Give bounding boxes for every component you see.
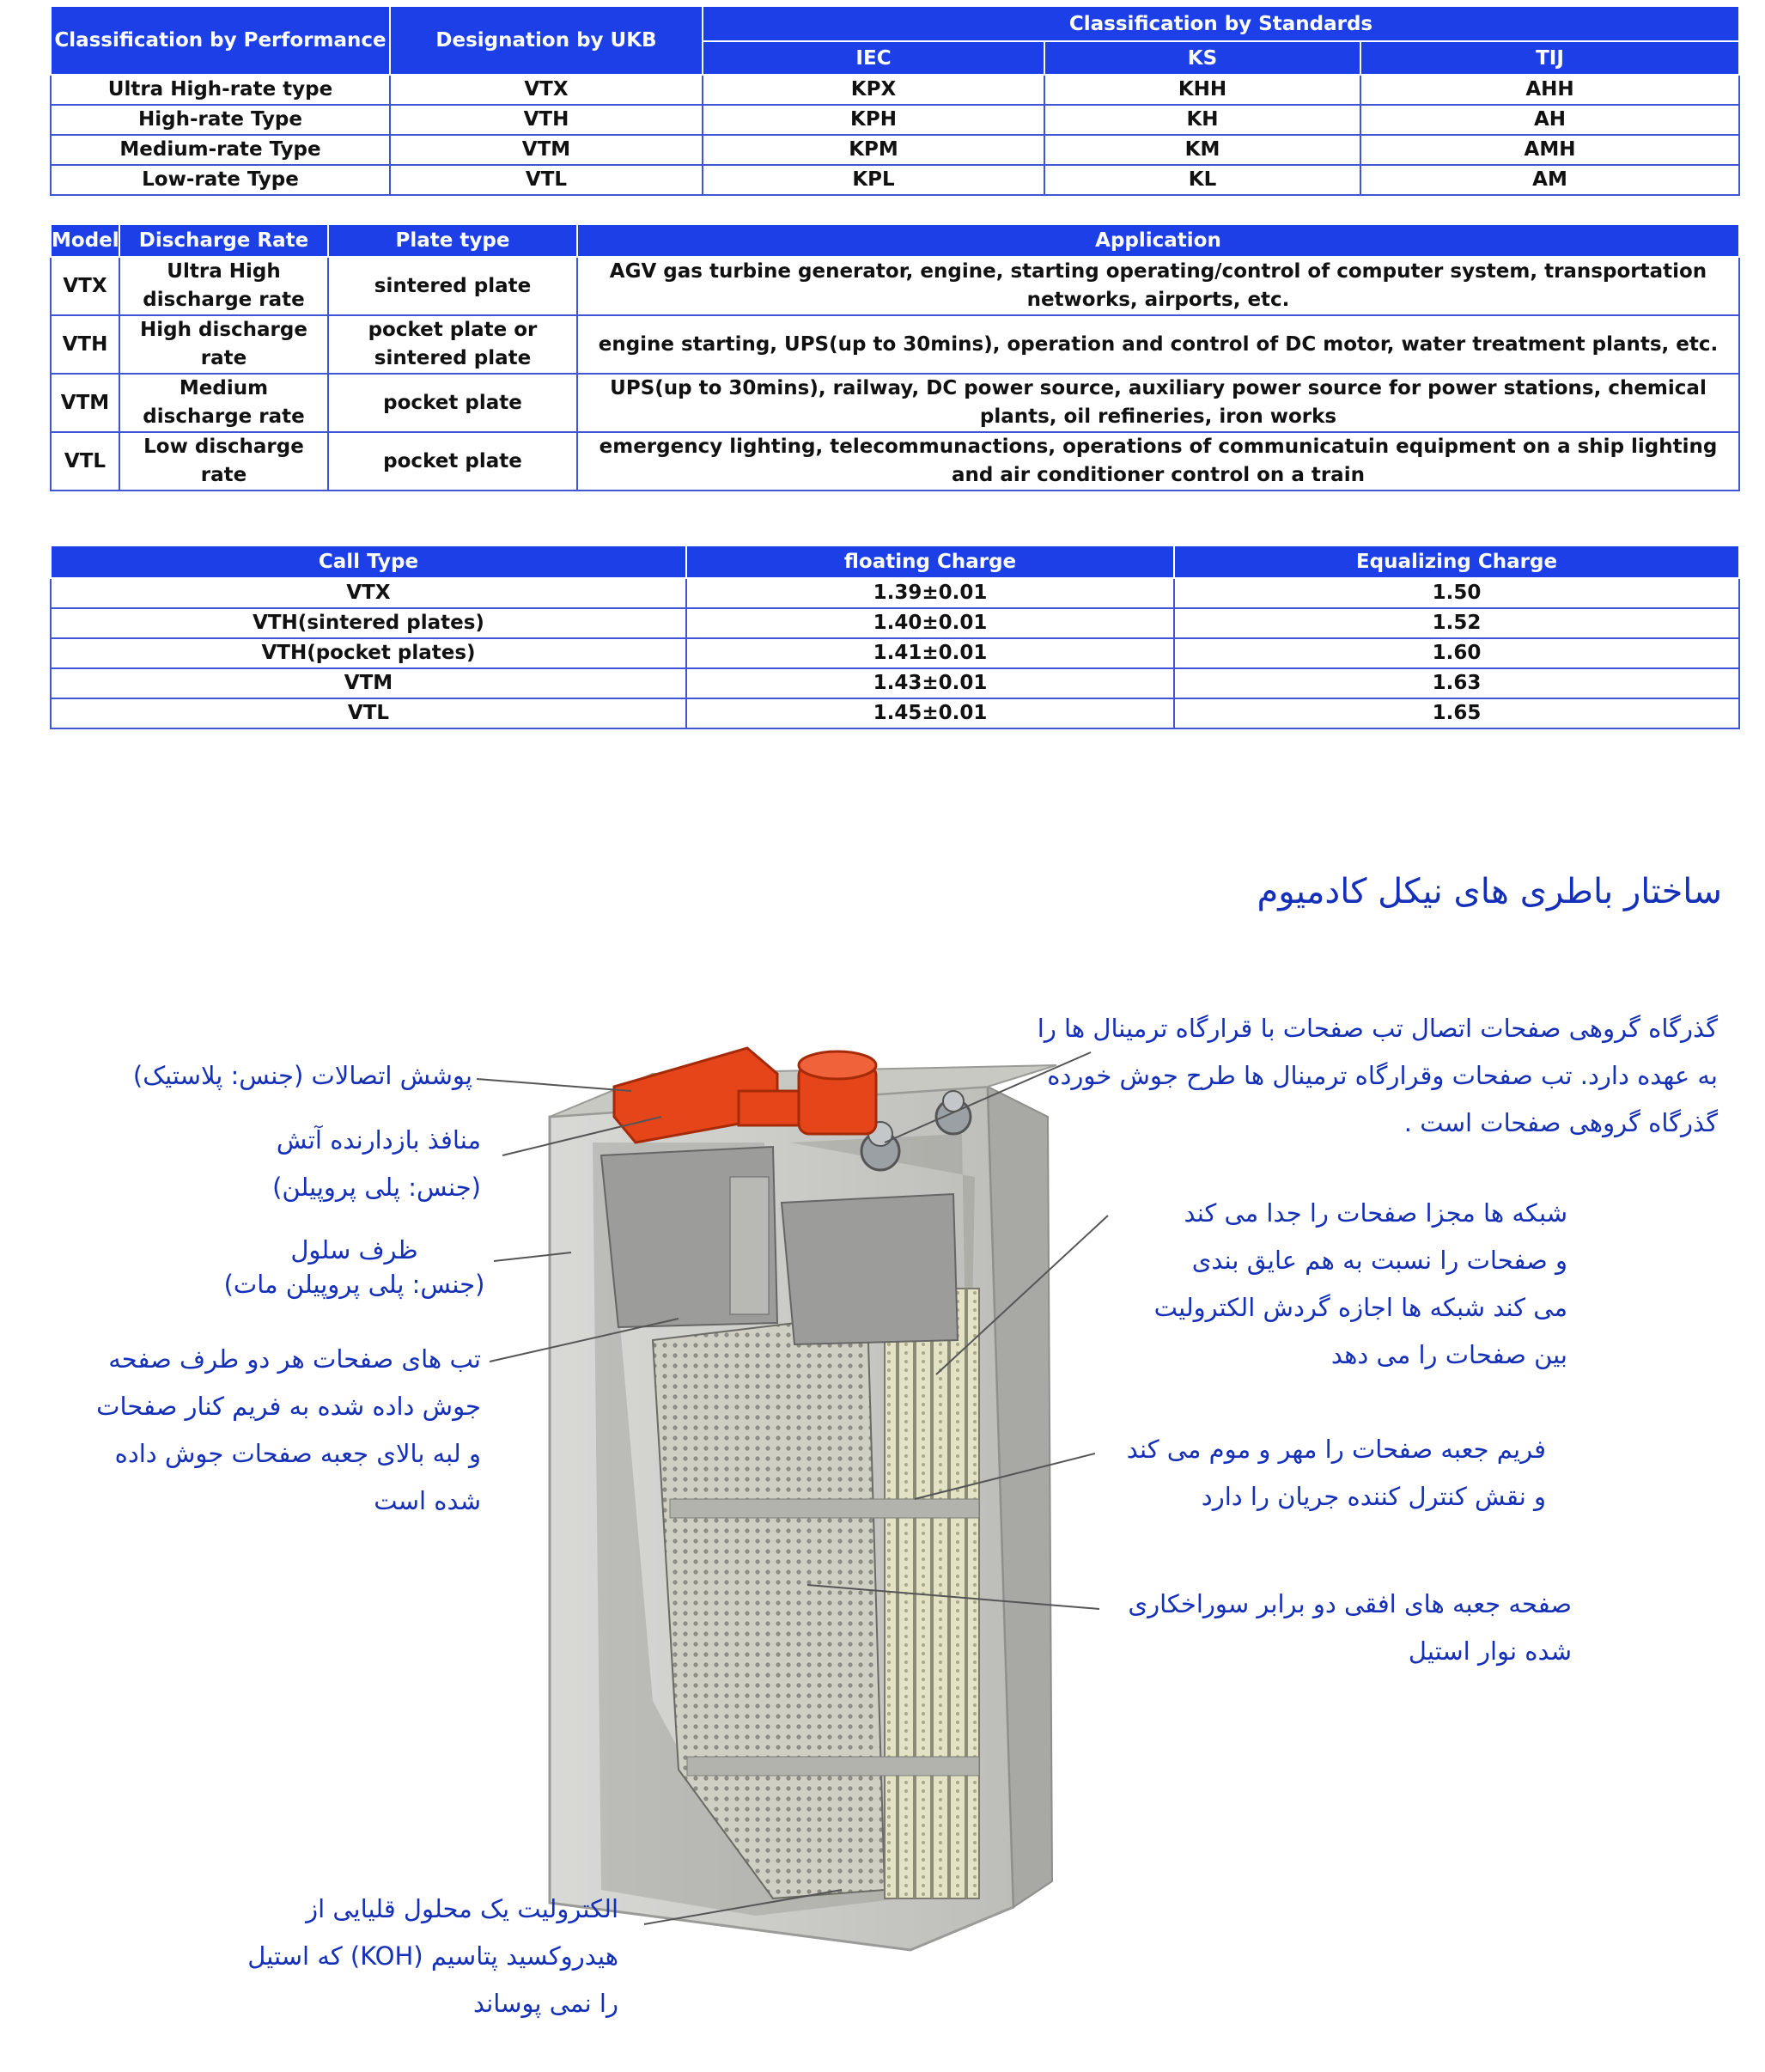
cell-call-type: VTM — [51, 668, 686, 698]
cell-model: VTH — [51, 315, 119, 374]
header-ukb: Designation by UKB — [390, 6, 703, 75]
header-model: Model — [51, 224, 119, 257]
cell-floating: 1.41±0.01 — [686, 638, 1174, 668]
cell-discharge-rate: Ultra High discharge rate — [119, 257, 328, 315]
label-separators: شبکه ها مجزا صفحات را جدا می کند و صفحات را نسبت به هم عایق بندی می کند شبکه ها اجازه گردش الکترولیت بین صفحات را می دهد — [1153, 1198, 1567, 1369]
cell-iec: KPL — [703, 165, 1044, 195]
label-plate-tabs: تب های صفحات هر دو طرف صفحه جوش داده شده به فریم کنار صفحات و لبه بالای جعبه صفحات جوش داده شده است — [96, 1344, 481, 1515]
header-discharge-rate: Discharge Rate — [119, 224, 328, 257]
cell-floating: 1.45±0.01 — [686, 698, 1174, 728]
cell-call-type: VTX — [51, 578, 686, 608]
cell-tij: AM — [1360, 165, 1739, 195]
cell-equalizing: 1.63 — [1174, 668, 1739, 698]
header-equalizing-charge: Equalizing Charge — [1174, 545, 1739, 578]
cell-ks: KL — [1044, 165, 1360, 195]
header-ks: KS — [1044, 41, 1360, 75]
cell-plate-type: pocket plate — [328, 374, 577, 432]
cell-iec: KPM — [703, 135, 1044, 165]
cell-model: VTM — [51, 374, 119, 432]
cell-discharge-rate: Medium discharge rate — [119, 374, 328, 432]
header-plate-type: Plate type — [328, 224, 577, 257]
cell-ks: KM — [1044, 135, 1360, 165]
cell-plate-type: pocket plate or sintered plate — [328, 315, 577, 374]
cell-equalizing: 1.50 — [1174, 578, 1739, 608]
cell-iec: KPH — [703, 105, 1044, 135]
label-electrolyte: الکترولیت یک محلول قلیایی از هیدروکسید پتاسیم (KOH) که استیل را نمی پوساند — [247, 1894, 618, 2018]
label-cell-container: ظرف سلول (جنس: پلی پروپیلن مات) — [223, 1235, 485, 1299]
cell-discharge-rate: High discharge rate — [119, 315, 328, 374]
cell-model: VTX — [51, 257, 119, 315]
cell-ukb: VTH — [390, 105, 703, 135]
cell-ukb: VTL — [390, 165, 703, 195]
cell-performance: Medium-rate Type — [51, 135, 390, 165]
cell-performance: High-rate Type — [51, 105, 390, 135]
cell-application: engine starting, UPS(up to 30mins), operation and control of DC motor, water treatment plants, etc. — [577, 315, 1739, 374]
cell-floating: 1.40±0.01 — [686, 608, 1174, 638]
diagram-title: ساختار باطری های نیکل کادمیوم — [1257, 872, 1722, 911]
cell-floating: 1.39±0.01 — [686, 578, 1174, 608]
cell-tij: AH — [1360, 105, 1739, 135]
header-call-type: Call Type — [51, 545, 686, 578]
cell-performance: Low-rate Type — [51, 165, 390, 195]
cell-tij: AHH — [1360, 75, 1739, 105]
cell-ks: KHH — [1044, 75, 1360, 105]
header-application: Application — [577, 224, 1739, 257]
cell-equalizing: 1.65 — [1174, 698, 1739, 728]
label-plate-group-bus: گذرگاه گروهی صفحات اتصال تب صفحات با قرارگاه ترمینال ها را به عهده دارد. تب صفحات وقرارگاه ترمینال ها طرح جوش خورده گذرگاه گروهی صفحات است . — [1037, 1014, 1718, 1137]
cell-tij: AMH — [1360, 135, 1739, 165]
cell-discharge-rate: Low discharge rate — [119, 432, 328, 491]
cell-application: UPS(up to 30mins), railway, DC power source, auxiliary power source for power stations, chemical plants, oil refineries, iron works — [577, 374, 1739, 432]
cell-call-type: VTH(sintered plates) — [51, 608, 686, 638]
cell-iec: KPX — [703, 75, 1044, 105]
cell-call-type: VTL — [51, 698, 686, 728]
cell-application: AGV gas turbine generator, engine, starting operating/control of computer system, transportation networks, airports, etc. — [577, 257, 1739, 315]
cell-call-type: VTH(pocket plates) — [51, 638, 686, 668]
cell-equalizing: 1.60 — [1174, 638, 1739, 668]
cell-plate-type: sintered plate — [328, 257, 577, 315]
cell-ukb: VTX — [390, 75, 703, 105]
cell-ks: KH — [1044, 105, 1360, 135]
cell-ukb: VTM — [390, 135, 703, 165]
label-pocket-plates: صفحه جعبه های افقی دو برابر سوراخکاری شده نوار استیل — [1128, 1589, 1572, 1666]
header-iec: IEC — [703, 41, 1044, 75]
label-flame-arrestor-vents: منافذ بازدارنده آتش (جنس: پلی پروپیلن) — [272, 1125, 481, 1202]
header-performance: Classification by Performance — [51, 6, 390, 75]
cell-equalizing: 1.52 — [1174, 608, 1739, 638]
cell-model: VTL — [51, 432, 119, 491]
label-connector-cover: پوشش اتصالات (جنس: پلاستیک) — [132, 1061, 472, 1090]
header-standards: Classification by Standards — [703, 6, 1739, 41]
header-tij: TIJ — [1360, 41, 1739, 75]
cell-floating: 1.43±0.01 — [686, 668, 1174, 698]
cell-performance: Ultra High-rate type — [51, 75, 390, 105]
cell-application: emergency lighting, telecommunactions, operations of communicatuin equipment on a ship lighting and air conditioner control on a train — [577, 432, 1739, 491]
label-plate-frame: فریم جعبه صفحات را مهر و موم می کند و نقش کنترل کننده جریان را دارد — [1126, 1435, 1546, 1511]
header-floating-charge: floating Charge — [686, 545, 1174, 578]
cell-plate-type: pocket plate — [328, 432, 577, 491]
